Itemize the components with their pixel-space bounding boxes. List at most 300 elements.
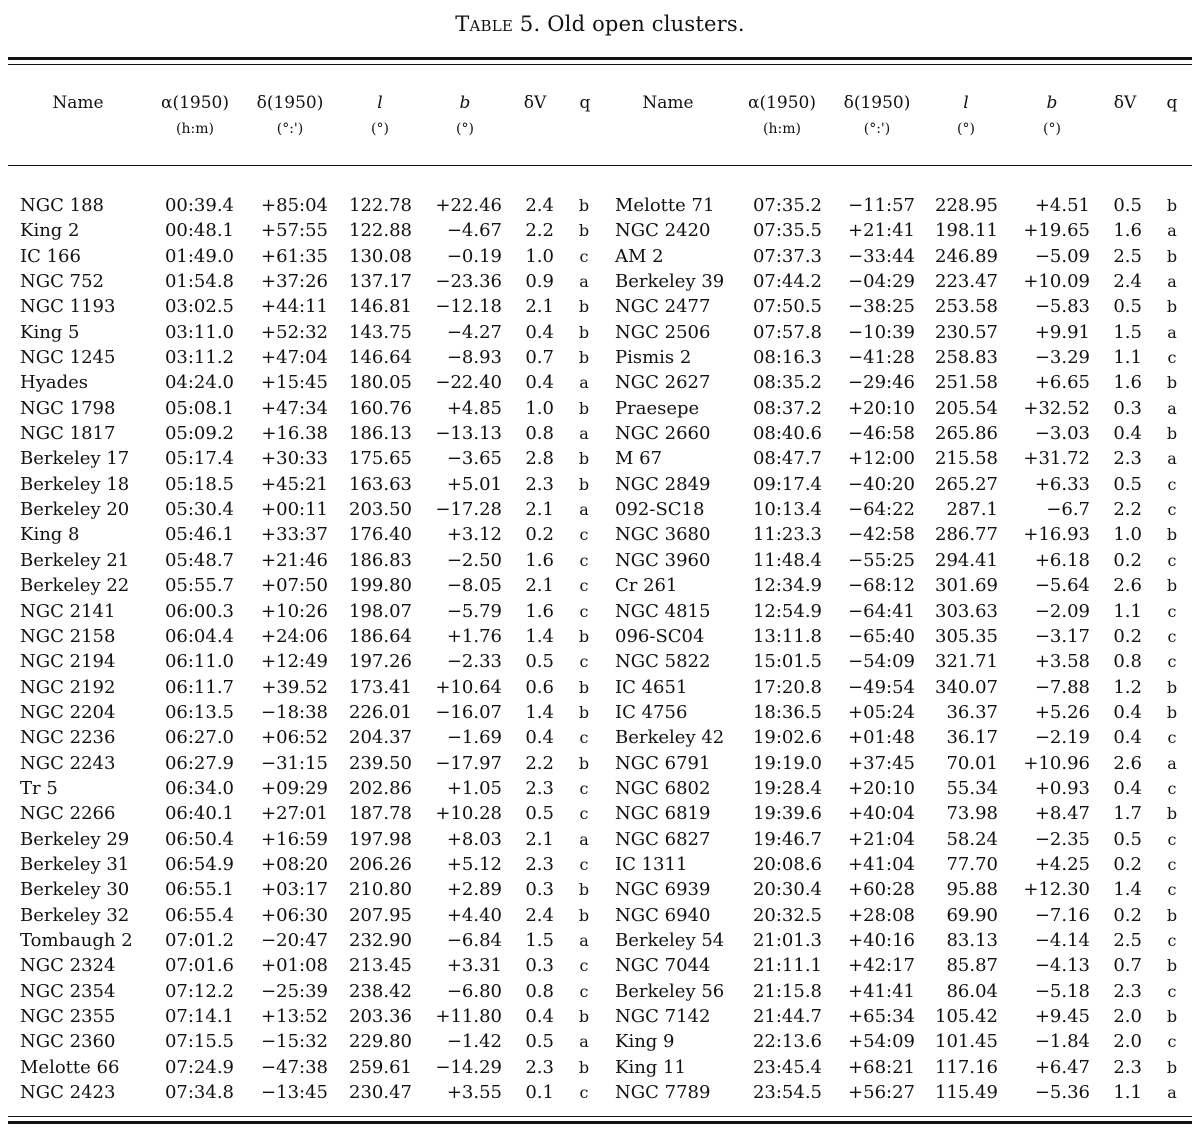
cell-l: 146.64 [349,347,412,369]
cell-b: +3.55 [446,1082,502,1104]
cell-name: Cr 261 [615,575,678,597]
header-unit: (°) [957,121,975,137]
cell-name: NGC 2506 [615,321,711,343]
cell-ra: 20:08.6 [752,853,822,875]
cell-ra: 06:34.0 [164,777,234,799]
cell-b: −6.84 [446,929,502,951]
cell-q: c [1167,829,1177,849]
cell-q: c [1167,981,1177,1001]
cell-b: −0.19 [446,245,502,267]
cell-b: −8.05 [446,575,502,597]
cell-dv: 1.1 [1113,1082,1142,1104]
cell-dv: 0.2 [1113,904,1142,926]
cell-ra: 07:34.8 [164,1082,234,1104]
cell-l: 130.08 [349,245,412,267]
cell-name: NGC 6939 [615,879,711,901]
cell-dec: +21:04 [848,828,915,850]
cell-dv: 0.4 [525,727,554,749]
table-row [0,700,1200,725]
cell-ra: 08:47.7 [752,448,822,470]
cell-dec: +54:09 [848,1031,915,1053]
cell-dv: 2.0 [1113,1031,1142,1053]
cell-ra: 10:13.4 [752,499,822,521]
cell-name: NGC 1193 [20,296,116,318]
cell-l: 223.47 [935,271,998,293]
cell-dec: −25:39 [261,980,328,1002]
cell-ra: 06:54.9 [164,853,234,875]
cell-b: −1.84 [1034,1031,1090,1053]
table-row [0,244,1200,269]
cell-name: NGC 2141 [20,600,116,622]
cell-b: +0.93 [1034,777,1090,799]
cell-dv: 2.4 [525,195,554,216]
cell-l: 36.17 [946,727,998,749]
cell-dv: 0.5 [1113,296,1142,318]
cell-dv: 2.3 [525,473,554,495]
cell-l: 176.40 [349,524,412,546]
cell-l: 105.42 [935,1006,998,1027]
cell-dv: 2.1 [525,499,554,521]
cell-ra: 23:54.5 [752,1082,822,1104]
cell-ra: 05:30.4 [164,499,234,521]
cell-q: a [579,373,589,393]
cell-dec: +10:26 [261,600,328,622]
cell-l: 294.41 [935,549,998,571]
cell-ra: 07:15.5 [164,1031,234,1053]
header-unit: (h:m) [176,121,214,137]
cell-dv: 0.7 [525,347,554,369]
cell-q: a [1167,398,1177,418]
cell-dv: 2.3 [525,1056,554,1078]
cell-l: 163.63 [349,473,412,495]
cell-q: c [579,246,589,266]
cell-q: c [579,601,589,621]
cell-name: NGC 1817 [20,423,116,445]
cell-q: b [578,753,590,773]
cell-dv: 0.8 [525,423,554,445]
cell-ra: 07:35.2 [752,195,822,216]
cell-ra: 06:11.7 [164,676,234,698]
cell-dv: 0.5 [525,651,554,673]
cell-name: NGC 2266 [20,803,116,825]
cell-dv: 0.4 [525,372,554,394]
cell-q: c [1167,652,1177,672]
cell-q: b [1166,196,1178,215]
cell-dv: 0.4 [1113,701,1142,723]
cell-b: −5.83 [1034,296,1090,318]
cell-q: a [1167,221,1177,241]
cell-dec: −18:38 [261,701,328,723]
cell-b: +3.31 [446,955,502,977]
cell-name: NGC 2355 [20,1006,116,1027]
cell-l: 160.76 [349,397,412,419]
cell-ra: 07:01.2 [164,929,234,951]
cell-ra: 01:54.8 [164,271,234,293]
cell-name: Berkeley 39 [615,271,725,293]
cell-dv: 1.4 [525,625,554,647]
cell-name: Berkeley 31 [20,853,130,875]
cell-dv: 0.2 [1113,549,1142,571]
cell-l: 198.07 [349,600,412,622]
cell-dec: +05:24 [848,701,915,723]
cell-l: 85.87 [946,955,998,977]
cell-name: NGC 188 [20,195,104,216]
cell-ra: 07:57.8 [752,321,822,343]
cell-dv: 0.2 [1113,853,1142,875]
cell-dv: 2.2 [1113,499,1142,521]
cell-b: +4.51 [1034,195,1090,216]
cell-q: c [1167,728,1177,748]
cell-dv: 1.6 [525,549,554,571]
cell-name: King 11 [615,1056,686,1078]
cell-dec: +12:00 [848,448,915,470]
cell-name: NGC 6827 [615,828,711,850]
cell-ra: 06:11.0 [164,651,234,673]
cell-ra: 08:37.2 [752,397,822,419]
cell-q: b [578,1007,590,1026]
table-row [0,725,1200,750]
cell-l: 238.42 [349,980,412,1002]
cell-name: NGC 5822 [615,651,711,673]
cell-ra: 13:11.8 [752,625,822,647]
cell-dv: 0.9 [525,271,554,293]
cell-ra: 06:27.9 [164,752,234,774]
table-row [0,1004,1200,1029]
cell-l: 213.45 [349,955,412,977]
cell-name: NGC 2354 [20,980,116,1002]
cell-ra: 19:28.4 [752,777,822,799]
cell-ra: 11:23.3 [752,524,822,546]
cell-dec: +47:04 [261,347,328,369]
table-row [0,269,1200,294]
cell-b: −1.69 [446,727,502,749]
cell-dv: 1.1 [1113,347,1142,369]
cell-name: NGC 2849 [615,473,711,495]
cell-dec: +13:52 [261,1006,328,1027]
cell-dv: 1.1 [1113,600,1142,622]
cell-name: NGC 2627 [615,372,711,394]
cell-dv: 0.1 [525,1082,554,1104]
cell-l: 286.77 [935,524,998,546]
cell-name: NGC 6819 [615,803,711,825]
cell-dv: 2.0 [1113,1006,1142,1027]
cell-b: −2.19 [1034,727,1090,749]
cell-q: b [1166,702,1178,722]
cell-b: −3.03 [1034,423,1090,445]
cell-dec: +40:16 [848,929,915,951]
cell-q: a [1167,322,1177,342]
table-row [0,624,1200,649]
cell-q: b [578,626,590,646]
cell-l: 70.01 [946,752,998,774]
cell-name: NGC 2192 [20,676,116,698]
table-row [0,801,1200,826]
cell-b: −8.93 [446,347,502,369]
cell-q: c [579,956,589,976]
cell-name: Berkeley 20 [20,499,130,521]
cell-dec: +52:32 [261,321,328,343]
header-name-left [18,90,138,116]
cell-q: c [579,778,589,798]
cell-dv: 2.8 [525,448,554,470]
cell-ra: 05:48.7 [164,549,234,571]
header-unit: (h:m) [763,121,801,137]
cell-b: −2.35 [1034,828,1090,850]
cell-l: 58.24 [946,828,998,850]
cell-q: b [578,196,590,215]
cell-l: 55.34 [946,777,998,799]
table-row [0,396,1200,421]
cell-dec: +57:55 [261,220,328,242]
cell-dv: 0.5 [525,1031,554,1053]
cell-dv: 2.3 [1113,448,1142,470]
cell-dec: −31:15 [261,752,328,774]
cell-q: c [579,804,589,824]
header-label: α(1950) [160,93,229,113]
cell-name: NGC 2324 [20,955,116,977]
table-row [0,1055,1200,1080]
cell-name: NGC 1798 [20,397,116,419]
cell-ra: 21:11.1 [752,955,822,977]
cell-q: b [578,322,590,342]
cell-l: 230.47 [349,1082,412,1104]
cell-q: c [1167,930,1177,950]
cell-ra: 11:48.4 [752,549,822,571]
cell-b: +6.47 [1034,1056,1090,1078]
cell-dv: 2.5 [1113,929,1142,951]
cell-name: King 9 [615,1031,675,1053]
cell-name: NGC 2660 [615,423,711,445]
cell-l: 197.98 [349,828,412,850]
table-row [0,776,1200,801]
cell-dec: +03:17 [261,879,328,901]
cell-b: +6.65 [1034,372,1090,394]
cell-q: c [579,550,589,570]
table-row [0,193,1200,218]
table-row [0,446,1200,471]
cell-dec: −49:54 [848,676,915,698]
cell-dec: −11:57 [848,195,915,216]
table-title: 5. Old open clusters. [519,12,745,36]
cell-q: c [579,854,589,874]
cell-ra: 22:13.6 [752,1031,822,1053]
cell-l: 186.13 [349,423,412,445]
cell-dec: −54:09 [848,651,915,673]
cell-l: 258.83 [935,347,998,369]
cell-name: NGC 2204 [20,701,116,723]
cell-name: NGC 2477 [615,296,711,318]
cell-dec: +16.38 [261,423,328,445]
cell-b: +31.72 [1023,448,1090,470]
cell-ra: 12:34.9 [752,575,822,597]
table-row [0,953,1200,978]
cell-b: +3.12 [446,524,502,546]
cell-l: 246.89 [935,245,998,267]
table-row [0,218,1200,243]
cell-dv: 2.3 [1113,980,1142,1002]
cell-b: −4.14 [1034,929,1090,951]
cell-name: Pismis 2 [615,347,692,369]
cell-b: +9.91 [1034,321,1090,343]
cell-dv: 2.5 [1113,245,1142,267]
cell-q: c [1167,854,1177,874]
cell-dec: +01:08 [261,955,328,977]
cell-dec: −55:25 [848,549,915,571]
cell-ra: 06:27.0 [164,727,234,749]
cell-q: a [579,500,589,520]
cell-l: 265.27 [935,473,998,495]
cell-dv: 0.2 [525,524,554,546]
cell-dec: −20:47 [261,929,328,951]
table-row [0,421,1200,446]
cell-ra: 19:19.0 [752,752,822,774]
cell-dec: +21:46 [261,549,328,571]
header-label: Name [642,93,694,113]
cell-q: b [1166,373,1178,393]
table-row [0,472,1200,497]
cell-l: 202.86 [349,777,412,799]
cell-name: King 5 [20,321,80,343]
cell-dv: 1.0 [525,245,554,267]
cell-ra: 19:46.7 [752,828,822,850]
header-label: q [1166,93,1178,113]
cell-b: +10.09 [1023,271,1090,293]
cell-ra: 07:12.2 [164,980,234,1002]
table-row [0,548,1200,573]
cell-q: b [1166,246,1178,266]
cell-dv: 0.5 [525,803,554,825]
cell-ra: 05:08.1 [164,397,234,419]
cell-dec: +20:10 [848,397,915,419]
cell-ra: 04:24.0 [164,372,234,394]
cell-dec: +12:49 [261,651,328,673]
cell-b: −2.33 [446,651,502,673]
cell-l: 186.83 [349,549,412,571]
cell-q: b [1166,1057,1178,1077]
cell-b: +10.96 [1023,752,1090,774]
cell-ra: 05:55.7 [164,575,234,597]
cell-ra: 03:02.5 [164,296,234,318]
cell-l: 203.36 [349,1006,412,1027]
cell-dec: +39.52 [261,676,328,698]
cell-q: c [1167,348,1177,368]
cell-name: IC 4756 [615,701,688,723]
cell-ra: 06:50.4 [164,828,234,850]
cell-name: AM 2 [615,245,664,267]
cell-l: 197.26 [349,651,412,673]
cell-q: b [578,297,590,317]
cell-dec: −40:20 [848,473,915,495]
cell-name: NGC 6802 [615,777,711,799]
cell-dv: 0.3 [525,955,554,977]
cell-name: M 67 [615,448,663,470]
table-row [0,979,1200,1004]
cell-l: 301.69 [935,575,998,597]
table-row [0,599,1200,624]
cell-q: c [1167,550,1177,570]
cell-ra: 18:36.5 [752,701,822,723]
cell-l: 229.80 [349,1031,412,1053]
cell-dv: 0.8 [1113,651,1142,673]
cell-name: Melotte 66 [20,1056,120,1078]
cell-q: c [1167,778,1177,798]
cell-name: Berkeley 21 [20,549,130,571]
cell-b: −16.07 [435,701,502,723]
cell-b: +5.12 [446,853,502,875]
cell-q: c [579,525,589,545]
header-label: δ(1950) [843,93,911,113]
cell-dec: +20:10 [848,777,915,799]
cell-name: NGC 7044 [615,955,711,977]
cell-dec: −33:44 [848,245,915,267]
cell-q: c [579,981,589,1001]
cell-q: b [1166,424,1178,444]
cell-dv: 1.6 [525,600,554,622]
header-label: δ(1950) [256,93,324,113]
cell-q: a [1167,753,1177,773]
cell-name: NGC 4815 [615,600,711,622]
header-label: b [1046,93,1058,113]
cell-ra: 05:18.5 [164,473,234,495]
cell-ra: 07:50.5 [752,296,822,318]
cell-name: IC 4651 [615,676,688,698]
cell-name: NGC 3680 [615,524,711,546]
cell-l: 321.71 [935,651,998,673]
table-row [0,1029,1200,1054]
header-label: l [377,93,383,113]
cell-q: b [1166,297,1178,317]
cell-dv: 2.6 [1113,752,1142,774]
cell-ra: 06:55.1 [164,879,234,901]
table-row [0,928,1200,953]
cell-ra: 15:01.5 [752,651,822,673]
cell-q: a [1167,1083,1177,1103]
cell-q: c [579,1083,589,1103]
cell-q: b [578,348,590,368]
cell-ra: 23:45.4 [752,1056,822,1078]
cell-l: 77.70 [946,853,998,875]
cell-l: 187.78 [349,803,412,825]
cell-q: c [579,728,589,748]
cell-name: NGC 7789 [615,1082,711,1104]
cell-ra: 05:17.4 [164,448,234,470]
cell-l: 198.11 [935,220,998,242]
header-label: δV [1113,93,1137,113]
cell-q: b [578,221,590,241]
cell-ra: 07:44.2 [752,271,822,293]
header-label: α(1950) [747,93,816,113]
cell-dec: +00:11 [261,499,328,521]
cell-ra: 07:37.3 [752,245,822,267]
cell-l: 69.90 [946,904,998,926]
cell-b: +5.26 [1034,701,1090,723]
cell-ra: 19:39.6 [752,803,822,825]
cell-dec: +06:52 [261,727,328,749]
cell-b: −4.13 [1034,955,1090,977]
cell-dec: −38:25 [848,296,915,318]
table-row [0,294,1200,319]
cell-dec: −13:45 [261,1082,328,1104]
cell-dec: +27:01 [261,803,328,825]
cell-ra: 00:39.4 [164,195,234,216]
cell-l: 115.49 [935,1082,998,1104]
cell-l: 122.78 [349,195,412,216]
cell-dec: +56:27 [848,1082,915,1104]
cell-name: NGC 2420 [615,220,711,242]
cell-dv: 0.7 [1113,955,1142,977]
top-rule-thick [8,57,1192,60]
cell-b: −5.18 [1034,980,1090,1002]
